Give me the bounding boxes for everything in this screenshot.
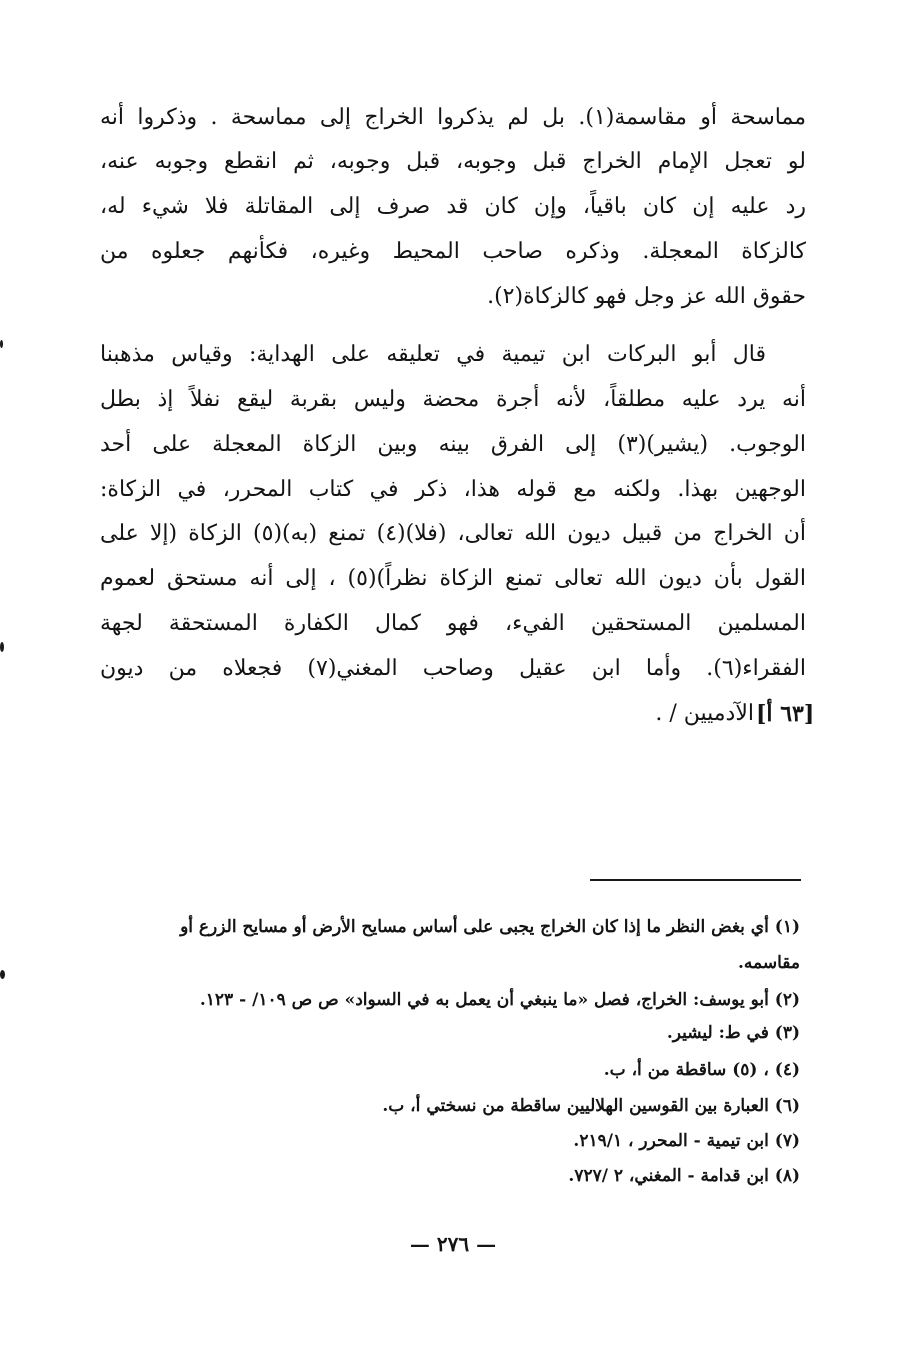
- footnote-line: مقاسمه.: [738, 953, 800, 973]
- page-number: — ٢٧٦ —: [409, 1232, 497, 1256]
- body-text-line: الوجوب. (يشير)(٣) إلى الفرق بينه وبين الزكاة المعجلة على أحد: [100, 432, 806, 457]
- footnote-line: (٦) العبارة بين القوسين الهلاليين ساقطة من نسختي أ، ب.: [382, 1096, 800, 1116]
- body-text-line: قال أبو البركات ابن تيمية في تعليقه على الهداية: وقياس مذهبنا: [100, 342, 766, 367]
- footnote-line: (١) أي بغض النظر ما إذا كان الخراج يجبى على أساس مسايح الأرض أو مسايح الزرع أو: [180, 917, 800, 937]
- body-text-line: كالزكاة المعجلة. وذكره صاحب المحيط وغيره، فكأنهم جعلوه من: [100, 239, 806, 264]
- footnote-line: (٧) ابن تيمية - المحرر ، ٢١٩/١.: [573, 1131, 800, 1151]
- footnote-separator: [590, 879, 801, 881]
- body-text-line: حقوق الله عز وجل فهو كالزكاة(٢).: [487, 284, 806, 309]
- footnote-line: (٨) ابن قدامة - المغني، ٢ /٧٢٧.: [568, 1166, 800, 1186]
- body-text-line: الوجهين بهذا. ولكنه مع قوله هذا، ذكر في كتاب المحرر، في الزكاة:: [100, 477, 806, 502]
- scan-edge-mark: [0, 642, 4, 652]
- body-text-line: الآدميين / .: [655, 701, 754, 726]
- body-text-line: مماسحة أو مقاسمة(١). بل لم يذكروا الخراج إلى مماسحة . وذكروا أنه: [100, 105, 806, 130]
- margin-folio-reference: [٦٣ أ]: [756, 701, 815, 727]
- scan-edge-mark: [0, 970, 5, 979]
- body-text-line: أن الخراج من قبيل ديون الله تعالى، (فلا)(٤) تمنع (به)(٥) الزكاة (إلا على: [100, 521, 806, 546]
- body-text-line: القول بأن ديون الله تعالى تمنع الزكاة نظراً)(٥) ، إلى أنه مستحق لعموم: [100, 566, 806, 591]
- body-text-line: رد عليه إن كان باقياً، وإن كان قد صرف إلى المقاتلة فلا شيء له،: [100, 194, 806, 219]
- footnote-line: (٤) ، (٥) ساقطة من أ، ب.: [603, 1060, 800, 1080]
- scan-edge-mark: [0, 340, 3, 348]
- body-text-line: الفقراء(٦). وأما ابن عقيل وصاحب المغني(٧) فجعلاه من ديون: [100, 656, 806, 681]
- body-text-line: المسلمين المستحقين الفيء، فهو كمال الكفارة المستحقة لجهة: [100, 611, 806, 636]
- footnote-line: (٢) أبو يوسف: الخراج، فصل «ما ينبغي أن يعمل به في السواد» ص ص ١٠٩/ - ١٢٣.: [199, 990, 800, 1010]
- body-text-line: لو تعجل الإمام الخراج قبل وجوبه، قبل وجوبه، ثم انقطع وجوبه عنه،: [100, 149, 806, 174]
- footnote-line: (٣) في ط: ليشير.: [666, 1023, 800, 1043]
- body-text-line: أنه يرد عليه مطلقاً، لأنه أجرة محضة وليس بقربة ليقع نفلاً إذ بطل: [100, 387, 806, 412]
